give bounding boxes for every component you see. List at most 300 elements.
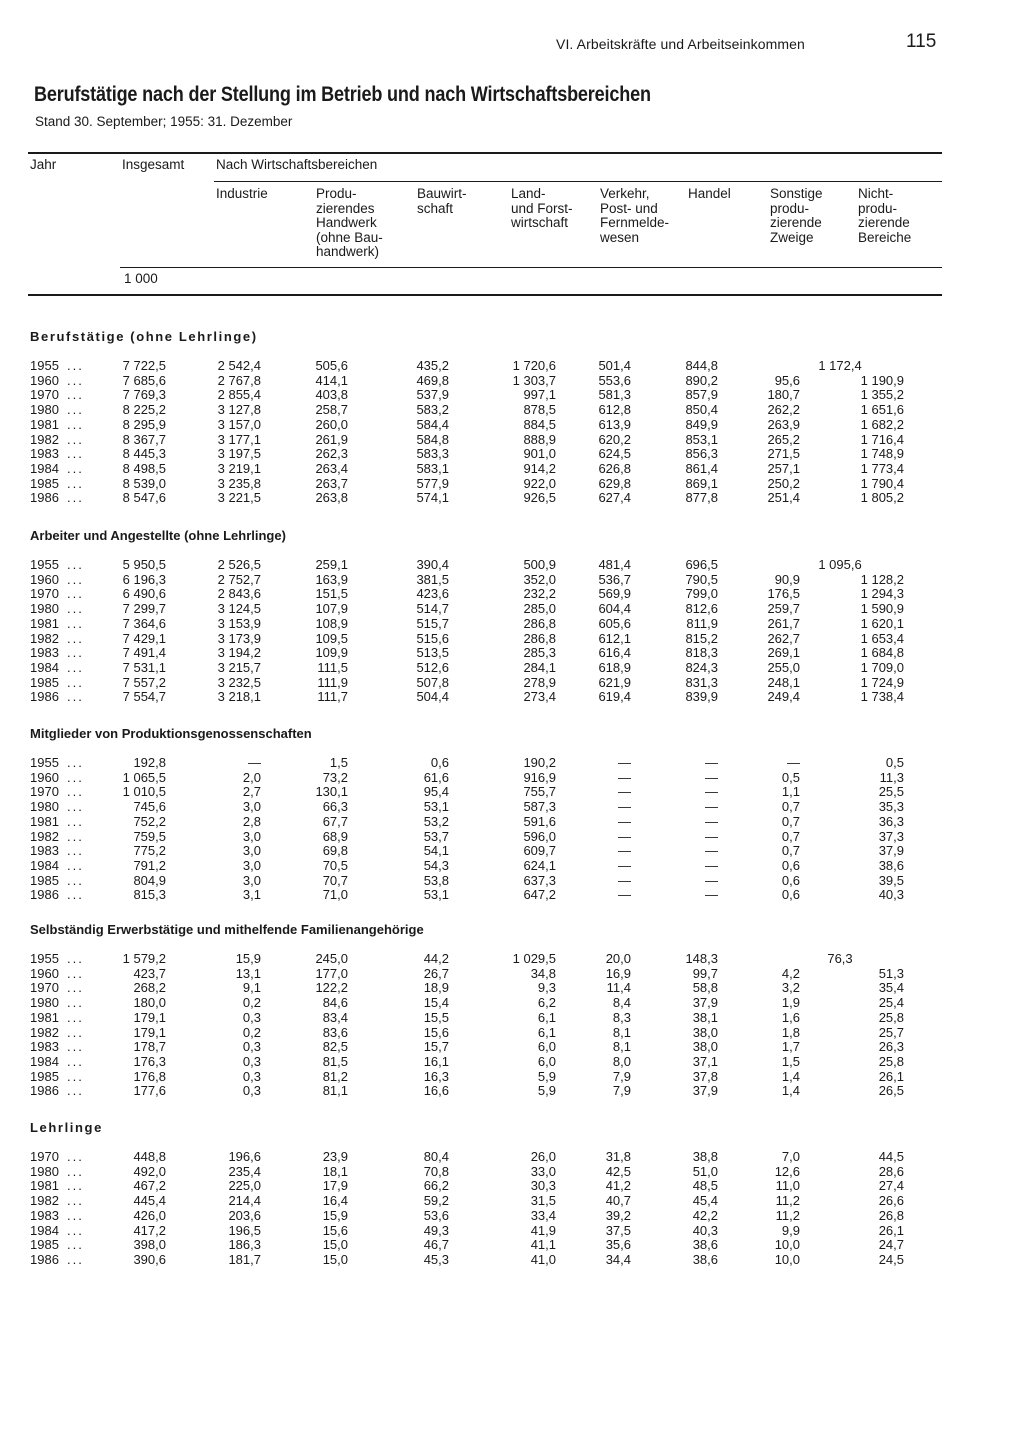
cell-verkehr: 8,1 <box>612 1039 631 1055</box>
cell-handel: 38,6 <box>692 1237 718 1253</box>
cell-land-forst: 41,9 <box>530 1222 556 1238</box>
row-year: 1982 <box>30 630 59 646</box>
cell-handwerk: 109,5 <box>315 630 348 646</box>
cell-land-forst: 647,2 <box>523 887 556 903</box>
cell-land-forst: 755,7 <box>523 784 556 800</box>
cell-sonstige: 9,9 <box>781 1222 800 1238</box>
cell-industrie: 2 843,6 <box>217 586 261 602</box>
cell-bauwirtschaft: 507,8 <box>416 674 449 690</box>
cell-handwerk: 163,9 <box>315 571 348 587</box>
row-year: 1955 <box>30 358 59 373</box>
cell-land-forst: 888,9 <box>523 431 556 447</box>
cell-nichtproduzierende: 40,3 <box>878 887 904 903</box>
table-row <box>0 1055 1024 1070</box>
cell-verkehr: 8,0 <box>612 1053 631 1069</box>
cell-handel: 148,3 <box>685 951 718 966</box>
cell-sonstige: 1,7 <box>781 1039 800 1055</box>
cell-bauwirtschaft: 515,6 <box>416 630 449 646</box>
cell-sonstige: 262,7 <box>767 630 800 646</box>
cell-land-forst: 284,1 <box>523 659 556 675</box>
cell-handel: — <box>705 769 718 785</box>
cell-nichtproduzierende: 1 773,4 <box>860 460 904 476</box>
cell-sonstige: 0,7 <box>781 799 800 815</box>
cell-industrie: 0,3 <box>242 1053 261 1069</box>
cell-sonstige: 11,0 <box>775 1178 800 1194</box>
table-row <box>0 1011 1024 1026</box>
cell-handwerk: 107,9 <box>315 601 348 617</box>
cell-nichtproduzierende: 26,3 <box>878 1039 904 1055</box>
cell-sonstige: 262,2 <box>767 402 800 418</box>
row-leader-dots: ... <box>67 490 84 506</box>
row-leader-dots: ... <box>67 1193 84 1209</box>
cell-bauwirtschaft: 577,9 <box>416 475 449 491</box>
table-row <box>0 573 1024 588</box>
cell-handwerk: 505,6 <box>315 358 348 373</box>
cell-land-forst: 232,2 <box>523 586 556 602</box>
cell-land-forst: 596,0 <box>523 828 556 844</box>
cell-bauwirtschaft: 435,2 <box>416 358 449 373</box>
cell-nichtproduzierende: 1 682,2 <box>860 416 904 432</box>
cell-handwerk: 81,5 <box>322 1053 348 1069</box>
cell-verkehr: — <box>618 755 631 770</box>
cell-nichtproduzierende: 1 651,6 <box>860 402 904 418</box>
section-title: Lehrlinge <box>30 1120 103 1135</box>
cell-sonstige: 255,0 <box>767 659 800 675</box>
cell-handel: 824,3 <box>685 659 718 675</box>
cell-nichtproduzierende: 25,5 <box>878 784 904 800</box>
row-year: 1985 <box>30 1237 59 1253</box>
cell-verkehr: 37,5 <box>605 1222 631 1238</box>
cell-bauwirtschaft: 53,8 <box>423 872 449 888</box>
cell-bauwirtschaft: 26,7 <box>423 965 449 981</box>
cell-sonstige: 7,0 <box>781 1149 800 1164</box>
cell-insgesamt: 8 445,3 <box>122 446 166 462</box>
cell-insgesamt: 6 490,6 <box>122 586 166 602</box>
cell-bauwirtschaft: 584,4 <box>416 416 449 432</box>
row-leader-dots: ... <box>67 615 84 631</box>
cell-insgesamt: 448,8 <box>133 1149 166 1164</box>
cell-nichtproduzierende: 11,3 <box>879 769 904 785</box>
cell-sonstige: 1,6 <box>781 1009 800 1025</box>
cell-handel: — <box>705 828 718 844</box>
cell-insgesamt: 1 065,5 <box>122 769 166 785</box>
cell-nichtproduzierende: 36,3 <box>878 813 904 829</box>
cell-sonstige: 249,4 <box>767 689 800 705</box>
cell-bauwirtschaft: 390,4 <box>416 557 449 572</box>
cell-nichtproduzierende: 35,3 <box>878 799 904 815</box>
cell-insgesamt: 745,6 <box>133 799 166 815</box>
cell-bauwirtschaft: 46,7 <box>423 1237 449 1253</box>
cell-nichtproduzierende: 1 590,9 <box>860 601 904 617</box>
cell-nichtproduzierende: 26,1 <box>878 1222 904 1238</box>
cell-bauwirtschaft: 16,6 <box>423 1083 449 1099</box>
cell-handwerk: 151,5 <box>315 586 348 602</box>
document-subtitle: Stand 30. September; 1955: 31. Dezember <box>35 114 293 129</box>
cell-sonstige: 0,7 <box>781 828 800 844</box>
cell-insgesamt: 1 579,2 <box>122 951 166 966</box>
cell-industrie: 3 218,1 <box>217 689 261 705</box>
table-row <box>0 418 1024 433</box>
row-year: 1986 <box>30 689 59 705</box>
cell-land-forst: 6,1 <box>537 1024 556 1040</box>
cell-verkehr: 42,5 <box>605 1163 631 1179</box>
cell-land-forst: 1 029,5 <box>512 951 556 966</box>
cell-nichtproduzierende: 26,6 <box>878 1193 904 1209</box>
row-leader-dots: ... <box>67 372 84 388</box>
row-leader-dots: ... <box>67 446 84 462</box>
table-row <box>0 491 1024 506</box>
header-col-nichtproduzierende: Nicht- produ- zierende Bereiche <box>858 186 912 245</box>
cell-handwerk: 245,0 <box>315 951 348 966</box>
header-col-bauwirtschaft: Bauwirt- schaft <box>417 186 467 216</box>
table-row <box>0 1209 1024 1224</box>
row-leader-dots: ... <box>67 755 84 770</box>
cell-handwerk: 83,6 <box>322 1024 348 1040</box>
cell-handel: 40,3 <box>692 1222 718 1238</box>
cell-handwerk: 262,3 <box>315 446 348 462</box>
cell-nichtproduzierende: 1 128,2 <box>860 571 904 587</box>
cell-verkehr: 553,6 <box>598 372 631 388</box>
cell-nichtproduzierende: 1 620,1 <box>860 615 904 631</box>
cell-nichtproduzierende: 1 653,4 <box>860 630 904 646</box>
cell-verkehr: 604,4 <box>598 601 631 617</box>
cell-bauwirtschaft: 53,7 <box>423 828 449 844</box>
cell-land-forst: 878,5 <box>523 402 556 418</box>
cell-verkehr: — <box>618 887 631 903</box>
row-year: 1981 <box>30 416 59 432</box>
row-year: 1984 <box>30 659 59 675</box>
cell-industrie: 0,2 <box>242 1024 261 1040</box>
cell-handel: 890,2 <box>685 372 718 388</box>
cell-sonstige: 3,2 <box>781 980 800 996</box>
cell-industrie: 3 232,5 <box>217 674 261 690</box>
cell-sonstige: 11,2 <box>775 1193 800 1209</box>
table-row <box>0 1165 1024 1180</box>
row-year: 1955 <box>30 951 59 966</box>
cell-bauwirtschaft: 53,6 <box>423 1207 449 1223</box>
row-year: 1970 <box>30 980 59 996</box>
cell-handwerk: 84,6 <box>322 995 348 1011</box>
header-col-handwerk: Produ- zierendes Handwerk (ohne Bau- handwerk) <box>316 186 383 259</box>
section-title: Mitglieder von Produktionsgenossenschaften <box>30 726 312 741</box>
table-row <box>0 1224 1024 1239</box>
row-year: 1985 <box>30 475 59 491</box>
table-row <box>0 433 1024 448</box>
cell-insgesamt: 8 498,5 <box>122 460 166 476</box>
cell-industrie: 3 197,5 <box>217 446 261 462</box>
row-leader-dots: ... <box>67 813 84 829</box>
header-col-industrie: Industrie <box>216 186 268 201</box>
header-col-land-forst: Land- und Forst- wirtschaft <box>511 186 573 230</box>
cell-bauwirtschaft: 54,3 <box>423 857 449 873</box>
row-leader-dots: ... <box>67 1053 84 1069</box>
cell-handel: — <box>705 887 718 903</box>
cell-handel: 58,8 <box>692 980 718 996</box>
cell-handwerk: 111,7 <box>317 689 348 705</box>
cell-industrie: 3 157,0 <box>217 416 261 432</box>
row-leader-dots: ... <box>67 769 84 785</box>
cell-verkehr: 629,8 <box>598 475 631 491</box>
table-row <box>0 374 1024 389</box>
cell-nichtproduzierende: 1 748,9 <box>860 446 904 462</box>
cell-verkehr: 616,4 <box>598 645 631 661</box>
cell-sonstige: 265,2 <box>767 431 800 447</box>
cell-insgesamt: 180,0 <box>133 995 166 1011</box>
cell-sonstige: 1,8 <box>781 1024 800 1040</box>
cell-nichtproduzierende: 51,3 <box>878 965 904 981</box>
cell-verkehr: — <box>618 784 631 800</box>
row-year: 1985 <box>30 1068 59 1084</box>
row-year: 1986 <box>30 1083 59 1099</box>
cell-sonstige: 90,9 <box>774 571 800 587</box>
cell-land-forst: 914,2 <box>523 460 556 476</box>
cell-insgesamt: 759,5 <box>133 828 166 844</box>
cell-land-forst: 500,9 <box>523 557 556 572</box>
row-year: 1970 <box>30 586 59 602</box>
cell-nichtproduzierende: 1 738,4 <box>860 689 904 705</box>
cell-bauwirtschaft: 18,9 <box>423 980 449 996</box>
cell-nichtproduzierende: 1 355,2 <box>860 387 904 403</box>
row-year: 1960 <box>30 965 59 981</box>
cell-insgesamt: 775,2 <box>133 843 166 859</box>
cell-sonstige: 176,5 <box>767 586 800 602</box>
cell-verkehr: 481,4 <box>598 557 631 572</box>
row-leader-dots: ... <box>67 358 84 373</box>
cell-bauwirtschaft: 54,1 <box>423 843 449 859</box>
cell-handel: 37,9 <box>692 1083 718 1099</box>
row-leader-dots: ... <box>67 872 84 888</box>
cell-handwerk: 263,4 <box>315 460 348 476</box>
cell-industrie: 3 124,5 <box>217 601 261 617</box>
row-year: 1982 <box>30 1193 59 1209</box>
cell-industrie: 0,3 <box>242 1068 261 1084</box>
cell-handwerk: 263,7 <box>315 475 348 491</box>
cell-verkehr: 16,9 <box>605 965 631 981</box>
cell-land-forst: 285,0 <box>523 601 556 617</box>
cell-bauwirtschaft: 15,5 <box>423 1009 449 1025</box>
row-year: 1982 <box>30 431 59 447</box>
cell-insgesamt: 8 367,7 <box>122 431 166 447</box>
cell-verkehr: 621,9 <box>598 674 631 690</box>
cell-bauwirtschaft: 537,9 <box>416 387 449 403</box>
cell-verkehr: 581,3 <box>598 387 631 403</box>
row-leader-dots: ... <box>67 1207 84 1223</box>
cell-handel: 48,5 <box>692 1178 718 1194</box>
cell-land-forst: 34,8 <box>530 965 556 981</box>
row-year: 1986 <box>30 887 59 903</box>
row-year: 1985 <box>30 674 59 690</box>
cell-handwerk: 15,6 <box>322 1222 348 1238</box>
cell-nichtproduzierende: 25,8 <box>878 1009 904 1025</box>
table-row <box>0 771 1024 786</box>
row-leader-dots: ... <box>67 1039 84 1055</box>
cell-bauwirtschaft: 15,7 <box>423 1039 449 1055</box>
cell-insgesamt: 804,9 <box>133 872 166 888</box>
cell-insgesamt: 268,2 <box>133 980 166 996</box>
cell-handwerk: 23,9 <box>322 1149 348 1164</box>
cell-sonstige-nichtproduzierende-merged: 1 172,4 <box>818 358 862 373</box>
cell-handwerk: 16,4 <box>322 1193 348 1209</box>
cell-handel: — <box>705 872 718 888</box>
cell-land-forst: 591,6 <box>523 813 556 829</box>
cell-sonstige-nichtproduzierende-merged: 76,3 <box>827 951 853 966</box>
cell-handel: — <box>705 857 718 873</box>
cell-handwerk: 15,0 <box>322 1251 348 1267</box>
cell-insgesamt: 445,4 <box>133 1193 166 1209</box>
cell-verkehr: 612,8 <box>598 402 631 418</box>
cell-industrie: 13,1 <box>235 965 261 981</box>
running-head: VI. Arbeitskräfte und Arbeitseinkommen <box>556 36 805 52</box>
cell-verkehr: 626,8 <box>598 460 631 476</box>
table-row <box>0 1253 1024 1268</box>
cell-handel: 38,0 <box>692 1024 718 1040</box>
cell-verkehr: 8,1 <box>612 1024 631 1040</box>
cell-land-forst: 285,3 <box>523 645 556 661</box>
cell-verkehr: 40,7 <box>605 1193 631 1209</box>
row-leader-dots: ... <box>67 1178 84 1194</box>
cell-insgesamt: 398,0 <box>133 1237 166 1253</box>
cell-handel: — <box>705 799 718 815</box>
table-row <box>0 785 1024 800</box>
cell-sonstige: 271,5 <box>767 446 800 462</box>
row-leader-dots: ... <box>67 659 84 675</box>
cell-bauwirtschaft: 49,3 <box>423 1222 449 1238</box>
cell-industrie: 0,3 <box>242 1009 261 1025</box>
table-row <box>0 874 1024 889</box>
table-row <box>0 859 1024 874</box>
cell-land-forst: 922,0 <box>523 475 556 491</box>
cell-handwerk: 15,0 <box>322 1237 348 1253</box>
cell-sonstige: 1,9 <box>781 995 800 1011</box>
cell-bauwirtschaft: 16,3 <box>423 1068 449 1084</box>
cell-insgesamt: 179,1 <box>133 1009 166 1025</box>
cell-handwerk: 261,9 <box>315 431 348 447</box>
row-leader-dots: ... <box>67 387 84 403</box>
cell-industrie: 2,7 <box>242 784 261 800</box>
cell-sonstige: 0,6 <box>781 857 800 873</box>
cell-verkehr: 605,6 <box>598 615 631 631</box>
cell-industrie: — <box>248 755 261 770</box>
cell-verkehr: 620,2 <box>598 431 631 447</box>
cell-handel: 857,9 <box>685 387 718 403</box>
header-unit-rule <box>120 267 942 268</box>
header-group-rule <box>214 181 942 182</box>
cell-handwerk: 66,3 <box>322 799 348 815</box>
cell-industrie: 214,4 <box>228 1193 261 1209</box>
cell-sonstige: 95,6 <box>774 372 800 388</box>
cell-handel: 844,8 <box>685 358 718 373</box>
cell-industrie: 3,1 <box>242 887 261 903</box>
cell-insgesamt: 7 557,2 <box>122 674 166 690</box>
cell-handwerk: 258,7 <box>315 402 348 418</box>
cell-insgesamt: 176,8 <box>133 1068 166 1084</box>
row-leader-dots: ... <box>67 1222 84 1238</box>
table-row <box>0 477 1024 492</box>
cell-insgesamt: 8 539,0 <box>122 475 166 491</box>
cell-land-forst: 26,0 <box>530 1149 556 1164</box>
cell-bauwirtschaft: 515,7 <box>416 615 449 631</box>
row-year: 1984 <box>30 857 59 873</box>
row-year: 1980 <box>30 995 59 1011</box>
cell-handwerk: 71,0 <box>322 887 348 903</box>
cell-sonstige: 0,7 <box>781 813 800 829</box>
row-year: 1955 <box>30 755 59 770</box>
cell-land-forst: 41,1 <box>530 1237 556 1253</box>
table-row <box>0 447 1024 462</box>
cell-handel: 790,5 <box>685 571 718 587</box>
cell-land-forst: 6,1 <box>537 1009 556 1025</box>
cell-verkehr: — <box>618 828 631 844</box>
cell-sonstige: 10,0 <box>774 1251 800 1267</box>
cell-nichtproduzierende: 44,5 <box>878 1149 904 1164</box>
cell-verkehr: — <box>618 843 631 859</box>
row-leader-dots: ... <box>67 601 84 617</box>
cell-industrie: 0,2 <box>242 995 261 1011</box>
cell-handel: 696,5 <box>685 557 718 572</box>
row-leader-dots: ... <box>67 402 84 418</box>
row-leader-dots: ... <box>67 843 84 859</box>
cell-handwerk: 18,1 <box>322 1163 348 1179</box>
table-row <box>0 388 1024 403</box>
cell-industrie: 9,1 <box>242 980 261 996</box>
row-year: 1955 <box>30 557 59 572</box>
row-leader-dots: ... <box>67 1149 84 1164</box>
cell-insgesamt: 390,6 <box>133 1251 166 1267</box>
cell-sonstige: 1,5 <box>781 1053 800 1069</box>
cell-verkehr: 612,1 <box>598 630 631 646</box>
table-row <box>0 996 1024 1011</box>
cell-land-forst: 997,1 <box>523 387 556 403</box>
cell-bauwirtschaft: 45,3 <box>423 1251 449 1267</box>
cell-land-forst: 352,0 <box>523 571 556 587</box>
table-row <box>0 632 1024 647</box>
row-year: 1983 <box>30 1207 59 1223</box>
cell-handel: 42,2 <box>692 1207 718 1223</box>
header-insgesamt: Insgesamt <box>122 157 185 172</box>
cell-handel: 37,8 <box>692 1068 718 1084</box>
cell-verkehr: 7,9 <box>612 1083 631 1099</box>
cell-industrie: 2 752,7 <box>217 571 261 587</box>
cell-nichtproduzierende: 25,4 <box>878 995 904 1011</box>
cell-handel: 38,8 <box>692 1149 718 1164</box>
row-year: 1970 <box>30 784 59 800</box>
cell-nichtproduzierende: 35,4 <box>878 980 904 996</box>
cell-handwerk: 81,1 <box>322 1083 348 1099</box>
table-row <box>0 1194 1024 1209</box>
cell-bauwirtschaft: 16,1 <box>423 1053 449 1069</box>
cell-nichtproduzierende: 38,6 <box>878 857 904 873</box>
cell-handwerk: 260,0 <box>315 416 348 432</box>
cell-industrie: 3 215,7 <box>217 659 261 675</box>
cell-insgesamt: 8 547,6 <box>122 490 166 506</box>
cell-nichtproduzierende: 1 805,2 <box>860 490 904 506</box>
row-leader-dots: ... <box>67 995 84 1011</box>
cell-nichtproduzierende: 1 716,4 <box>860 431 904 447</box>
cell-handel: 856,3 <box>685 446 718 462</box>
cell-handwerk: 82,5 <box>322 1039 348 1055</box>
cell-bauwirtschaft: 95,4 <box>423 784 449 800</box>
cell-nichtproduzierende: 37,9 <box>878 843 904 859</box>
row-leader-dots: ... <box>67 828 84 844</box>
cell-verkehr: — <box>618 872 631 888</box>
row-year: 1960 <box>30 769 59 785</box>
row-year: 1984 <box>30 1053 59 1069</box>
table-row <box>0 1238 1024 1253</box>
cell-bauwirtschaft: 53,1 <box>423 887 449 903</box>
cell-land-forst: 6,0 <box>537 1039 556 1055</box>
cell-land-forst: 916,9 <box>523 769 556 785</box>
cell-sonstige: 10,0 <box>774 1237 800 1253</box>
